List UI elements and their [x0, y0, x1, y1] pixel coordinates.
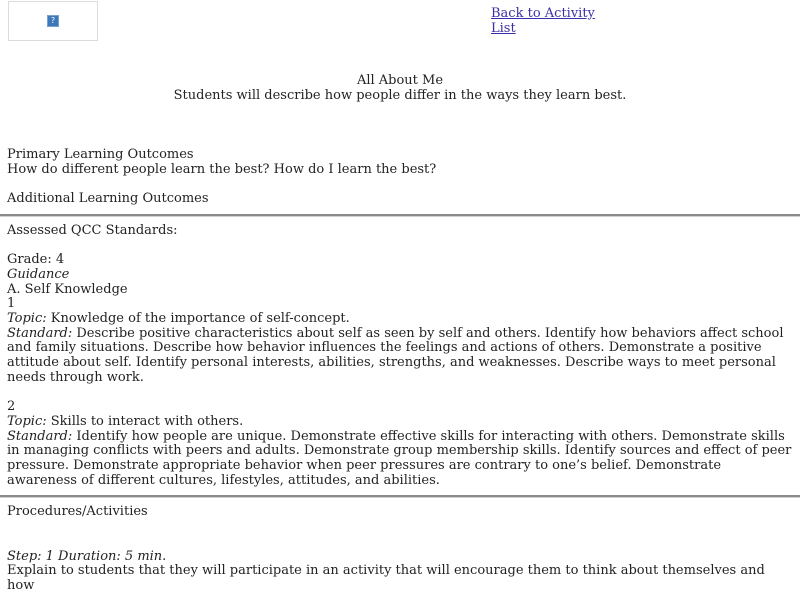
lesson-content	[7, 148, 793, 594]
standard-topic: Topic: Skills to interact with others.	[7, 413, 244, 429]
standard-description: Standard: Describe positive characteristics about self as seen by self and others. Identify how behaviors affect school and family situations. Describe how behavior influences the feelings and actions of others. Demonstrate a positive attitude about self. Identify personal interests, abilities, strengths, and weaknesses. Describe ways to meet personal needs through work.	[7, 325, 784, 385]
additional-outcomes-heading: Additional Learning Outcomes	[7, 191, 209, 207]
primary-outcomes-heading: Primary Learning Outcomes	[7, 147, 194, 162]
activity-subtitle: Students will describe how people differ in the ways they learn best.	[173, 87, 627, 103]
broken-image-icon: ?	[47, 15, 59, 27]
step-text: Explain to students that they will participate in an activity that will encourage them to think about themselves and how	[7, 563, 765, 593]
procedures-heading: Procedures/Activities	[7, 504, 148, 520]
standard-description: Standard: Identify how people are unique. Demonstrate effective skills for interacting with others. Demonstrate skills in managing conflicts with peers and adults. Demonstrate group membership skills. Identify sources and effect of peer pressure. Demonstrate appropriate behavior when peer pressures are contrary to one’s belief. Demonstrate awareness of different cultures, lifestyles, attitudes, and abilities.	[7, 428, 792, 488]
step-label: Step: 1 Duration: 5 min.	[7, 548, 167, 564]
standards-heading: Assessed QCC Standards:	[7, 222, 178, 238]
standard-item	[7, 400, 793, 488]
back-to-activity-list-link[interactable]: Back to Activity List	[491, 6, 595, 36]
standard-number: 2	[7, 399, 16, 415]
section-divider	[0, 214, 800, 217]
strand-label: A. Self Knowledge	[7, 281, 128, 297]
activity-title: All About Me	[356, 73, 444, 88]
header-image-placeholder	[8, 1, 98, 41]
standard-topic: Topic: Knowledge of the importance of self-concept.	[7, 311, 350, 326]
standard-number: 1	[7, 296, 16, 312]
grade-label: Grade: 4	[7, 252, 65, 268]
section-divider	[0, 495, 800, 498]
primary-outcomes-text: How do different people learn the best? How do I learn the best?	[7, 161, 437, 177]
standard-item	[7, 297, 793, 385]
activity-header	[0, 74, 800, 103]
subject-label: Guidance	[7, 266, 70, 282]
